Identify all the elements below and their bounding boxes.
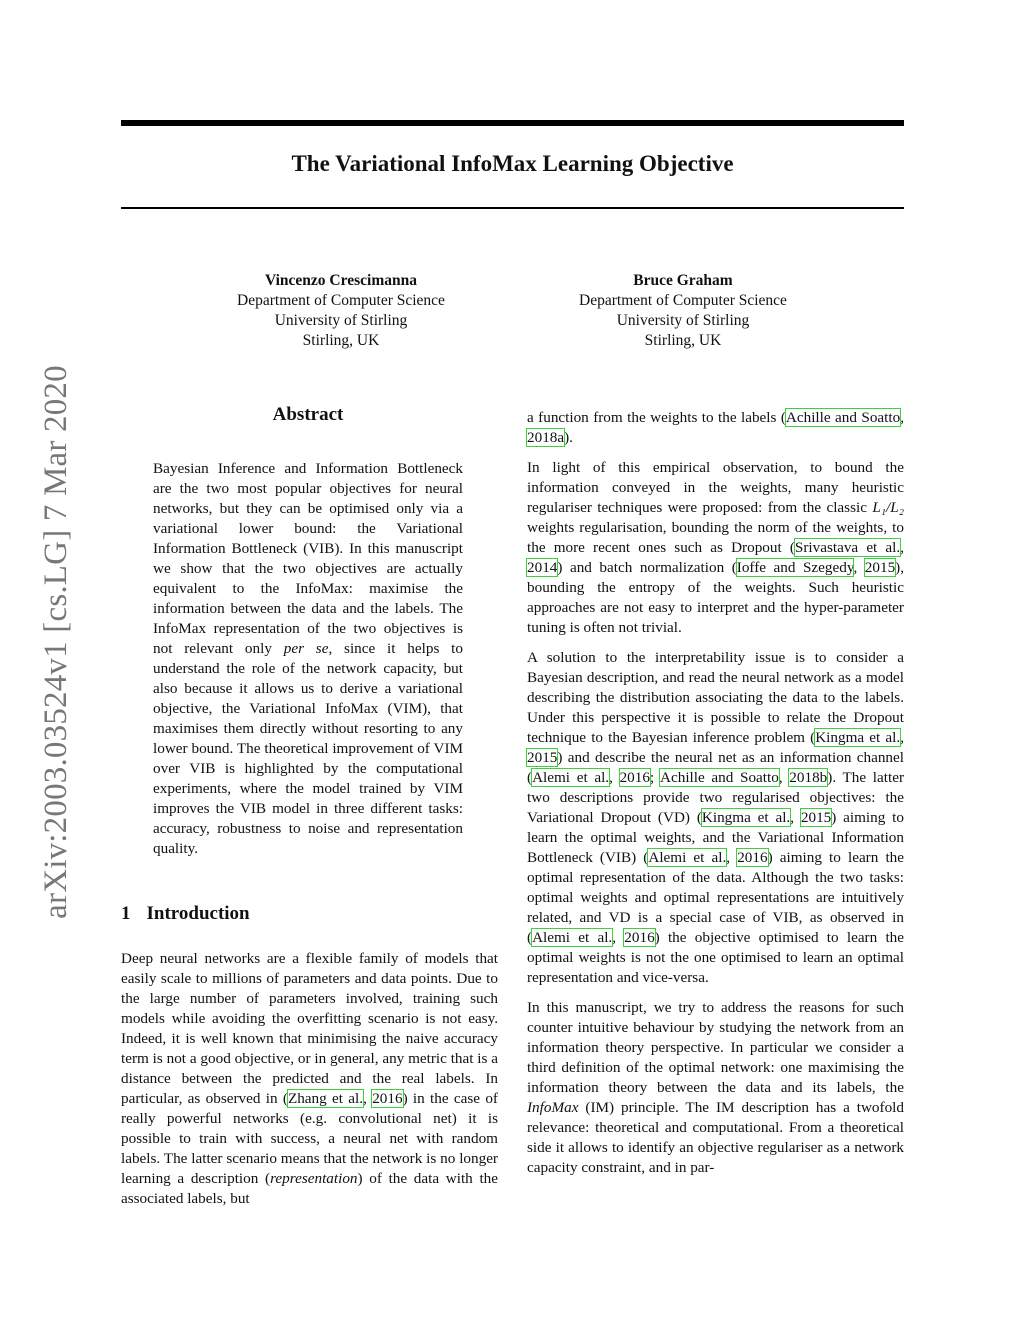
citation-link[interactable]: Kingma et al. <box>701 809 791 826</box>
citation-link[interactable]: 2015 <box>527 749 558 766</box>
citation-link[interactable]: Achille and Soatto <box>785 409 901 426</box>
paragraph: In light of this empirical observation, to bound the information conveyed in the weights, many heuristic regulariser techniques were proposed: from the classic L₁/L₂ weights regularisation, bounding the norm of the weights, to the more recent ones such as Dropout (Srivastava et al., 2014) and batch normalization (Ioffe and Szegedy, 2015), bounding the entropy of the weights. Such heuristic approaches are not easy to interpret and the hyper-parameter tuning is often not trivial. <box>527 459 905 636</box>
citation-link[interactable]: 2016 <box>372 1090 403 1107</box>
citation-link[interactable]: 2015 <box>800 809 832 826</box>
author-location: Stirling, UK <box>644 332 722 349</box>
arxiv-stamp: arXiv:2003.03524v1 [cs.LG] 7 Mar 2020 <box>38 365 74 919</box>
citation-link[interactable]: Ioffe and Szegedy <box>736 559 854 576</box>
citation-link[interactable]: 2016 <box>737 849 768 866</box>
title-rule-bottom <box>121 207 904 209</box>
author-block-2 <box>533 271 833 351</box>
paragraph: A solution to the interpretability issue is to consider a Bayesian description, and read the neural network as a model describing the distribution associating the data to the labels. Under this perspective it is possible to relate the Dropout technique to the Bayesian inference problem (Kingma et al., 2015) and describe the neural net as an information channel (Alemi et al., 2016; Achille and Soatto, 2018b). The latter two descriptions provide two regularised objectives: the Variational Dropout (VD) (Kingma et al., 2015) aiming to learn the optimal weights, and the Variational Information Bottleneck (VIB) (Alemi et al., 2016) aiming to learn the optimal representation of the data. Although the two tasks: optimal weights and optimal representations are intuitively related, and VD is a special case of VIB, as observed in (Alemi et al., 2016) the objective optimised to learn the optimal weights is not the one optimised to learn an optimal representation and vice-versa. <box>527 649 905 986</box>
author-block-1 <box>191 271 491 351</box>
author-univ: University of Stirling <box>616 312 750 329</box>
paper-title: The Variational InfoMax Learning Objective <box>291 151 734 176</box>
citation-link[interactable]: 2014 <box>527 559 558 576</box>
citation-link[interactable]: 2018b <box>789 769 828 786</box>
citation-link[interactable]: Zhang et al. <box>287 1090 364 1107</box>
citation-link[interactable]: Alemi et al. <box>532 769 610 786</box>
intro-paragraph-left: Deep neural networks are a flexible family of models that easily scale to millions of parameters and data points. Due to the large number of parameters involved, training such models while avoiding the overfitting scenario is not easy. Indeed, it is well known that minimising the naive accuracy term is not a good objective, or in general, any metric that is a distance between the predicted and the real labels. In particular, as observed in (Zhang et al., 2016) in the case of really powerful networks (e.g. convolutional net) it is possible to train with success, a neural net with random labels. The latter scenario means that the network is no longer learning a description (representation) of the data with the associated labels, but <box>121 950 498 1207</box>
citation-link[interactable]: 2016 <box>624 929 655 946</box>
citation-link[interactable]: 2016 <box>619 769 650 786</box>
math-expression: L₁/L₂ <box>872 499 904 516</box>
right-column <box>527 408 904 1188</box>
author-location: Stirling, UK <box>302 332 380 349</box>
citation-link[interactable]: Achille and Soatto <box>660 769 779 786</box>
author-univ: University of Stirling <box>274 312 408 329</box>
section-heading-introduction: 1 Introduction <box>121 903 250 924</box>
citation-link[interactable]: Srivastava et al. <box>794 539 901 556</box>
author-name: Bruce Graham <box>633 272 733 289</box>
abstract-heading: Abstract <box>272 404 344 425</box>
citation-link[interactable]: 2015 <box>864 559 896 576</box>
citation-link[interactable]: Kingma et al. <box>815 729 901 746</box>
author-dept: Department of Computer Science <box>579 292 787 309</box>
paragraph: In this manuscript, we try to address the reasons for such counter intuitive behaviour by studying the network from an information theory perspective. In particular we consider a third definition of the optimal network: one maximising the information theory between the data and its labels, the InfoMax (IM) principle. The IM description has a twofold relevance: theoretical and computational. From a theoretical side it allows to identify an objective regulariser as a network capacity constraint, and in par- <box>527 999 904 1176</box>
citation-link[interactable]: 2018a <box>527 429 565 446</box>
author-name: Vincenzo Crescimanna <box>265 272 417 289</box>
author-dept: Department of Computer Science <box>237 292 445 309</box>
title-rule-top <box>121 120 904 126</box>
abstract-body: Bayesian Inference and Information Bottleneck are the two most popular objectives for neural networks, but they can be optimised only via a variational lower bound: the Variational Information Bottleneck (VIB). In this manuscript we show that the two objectives are actually equivalent to the InfoMax: maximise the information between the data and the labels. The InfoMax representation of the two objectives is not relevant only per se, since it helps to understand the role of the network capacity, but also because it allows us to derive a variational objective, the Variational InfoMax (VIM), that maximises them directly without resorting to any lower bound. The theoretical improvement of VIM over VIB is highlighted by the computational experiments, where the model trained by VIM improves the VIB model in three different tasks: accuracy, robustness to noise and representation quality. <box>153 460 463 857</box>
paragraph: a function from the weights to the labels (Achille and Soatto, 2018a). <box>527 409 904 446</box>
citation-link[interactable]: Alemi et al. <box>532 929 613 946</box>
citation-link[interactable]: Alemi et al. <box>648 849 727 866</box>
